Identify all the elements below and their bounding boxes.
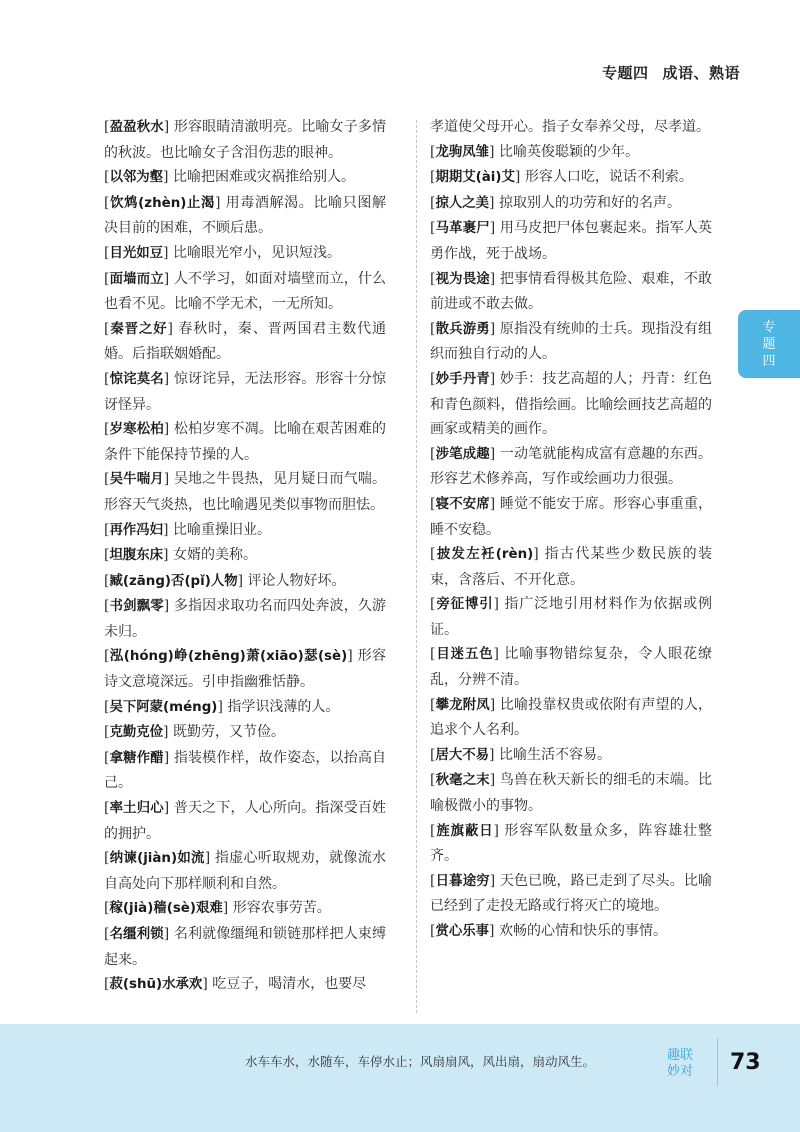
- idiom-entry: [104, 543, 386, 569]
- idiom-term: 拿糖作醋: [109, 750, 164, 766]
- idiom-term: 书剑飘零: [109, 599, 164, 615]
- bracket-open: [: [104, 119, 110, 135]
- column-divider: [416, 120, 417, 1013]
- footer-couplet: 水车车水，水随车，车停水止；风扇扇风，风出扇，扇动风生。: [244, 1054, 595, 1069]
- bracket-close: ]: [237, 572, 248, 589]
- idiom-term: 纳谏(jiàn)如流: [109, 851, 205, 867]
- idiom-term: 赏心乐事: [435, 924, 490, 939]
- bracket-open: [: [104, 169, 110, 186]
- bracket-close: ]: [202, 976, 213, 993]
- idiom-definition: 评论人物好坏。: [247, 572, 346, 589]
- idiom-entry: [430, 592, 712, 642]
- bracket-close: ]: [217, 698, 228, 715]
- bracket-close: ]: [167, 320, 179, 337]
- idiom-entry: [430, 140, 712, 166]
- bracket-close: ]: [163, 724, 173, 741]
- bracket-close: ]: [489, 270, 500, 287]
- bracket-close: ]: [489, 872, 500, 889]
- idiom-definition: 惊讶诧异，无法形容。形容十分惊讶怪异。: [104, 370, 387, 413]
- bracket-open: [: [430, 696, 436, 713]
- idiom-definition: 多指因求取功名而四处奔波，久游未归。: [104, 598, 387, 640]
- footer-label: 趣联妙对: [666, 1048, 693, 1079]
- bracket-open: [: [104, 572, 110, 589]
- bracket-close: ]: [493, 646, 505, 663]
- idiom-definition: 把事情看得极其危险、艰难，不敢前进或不敢去做。: [430, 270, 713, 313]
- idiom-definition: 吴地之牛畏热，见月疑日而气喘。形容天气炎热，也比喻遇见类似事物而胆怯。: [104, 471, 387, 513]
- idiom-entry: [430, 768, 712, 818]
- page-footer: [0, 1024, 800, 1132]
- bracket-open: [: [430, 872, 436, 889]
- idiom-term: 再作冯妇: [109, 522, 164, 538]
- idiom-term: 惊诧莫名: [109, 371, 164, 387]
- idiom-definition: 春秋时，秦、晋两国君主数代通婚。后指联姻婚配。: [104, 320, 387, 363]
- bracket-open: [: [104, 598, 110, 615]
- page-header: [602, 62, 740, 83]
- idiom-term: 散兵游勇: [435, 321, 490, 337]
- bracket-close: ]: [163, 598, 174, 615]
- idiom-term: 攀龙附凤: [435, 697, 490, 713]
- bracket-open: [: [430, 270, 436, 287]
- idiom-entry: [430, 492, 712, 542]
- idiom-definition: 比喻把困难或灾祸推给别人。: [172, 169, 355, 186]
- bracket-open: [: [104, 698, 110, 715]
- bracket-open: [: [104, 194, 110, 211]
- idiom-entry: [104, 846, 386, 896]
- idiom-definition: 指学识浅薄的人。: [227, 698, 340, 715]
- idiom-entry: [430, 367, 712, 442]
- bracket-close: ]: [163, 421, 174, 438]
- bracket-open: [: [104, 244, 110, 261]
- idiom-term: 名缰利锁: [109, 927, 164, 942]
- idiom-definition: 比喻眼光窄小，见识短浅。: [172, 244, 341, 261]
- idiom-entry: [430, 267, 712, 317]
- bracket-open: [: [104, 270, 110, 287]
- bracket-open: [: [104, 421, 110, 438]
- bracket-open: [: [104, 926, 110, 942]
- idiom-entry: [104, 191, 386, 241]
- right-column: [430, 115, 712, 945]
- idiom-term: 臧(zāng)否(pǐ)人物: [109, 573, 238, 589]
- idiom-definition: 比喻事物错综复杂，令人眼花缭乱，分辨不清。: [430, 646, 713, 689]
- idiom-entry: [104, 972, 386, 998]
- section-side-tab: [738, 310, 800, 378]
- idiom-term: 居大不易: [435, 747, 490, 763]
- idiom-term: 马革裹尸: [435, 221, 490, 237]
- bracket-close: ]: [489, 194, 499, 211]
- side-tab-label: 专题四: [762, 319, 776, 369]
- idiom-entry: [430, 819, 712, 869]
- idiom-entry: [104, 594, 386, 644]
- idiom-entry: [430, 869, 712, 919]
- idiom-term: 涉笔成趣: [435, 446, 490, 462]
- idiom-term: 日暮途穷: [435, 873, 490, 889]
- idiom-definition: 既勤劳，又节俭。: [172, 724, 285, 741]
- idiom-term: 披发左衽(rèn): [435, 547, 534, 563]
- bracket-open: [: [104, 724, 110, 741]
- bracket-close: ]: [493, 596, 505, 613]
- idiom-entry: [104, 467, 386, 517]
- idiom-definition: 睡觉不能安于席。形容心事重重，睡不安稳。: [430, 495, 713, 538]
- idiom-definition: 指古代某些少数民族的装束，含落后、不开化意。: [430, 546, 712, 588]
- idiom-definition: 欢畅的心情和快乐的事情。: [498, 923, 667, 939]
- bracket-open: [: [430, 320, 436, 337]
- bracket-open: [: [430, 646, 436, 663]
- bracket-close: ]: [163, 471, 174, 488]
- bracket-close: ]: [163, 521, 173, 538]
- idiom-term: 坦腹东床: [109, 548, 164, 564]
- bracket-close: ]: [489, 923, 499, 939]
- idiom-entry: [430, 216, 712, 266]
- idiom-definition: 用马皮把尸体包裹起来。指军人英勇作战，死于战场。: [430, 220, 713, 262]
- idiom-definition: 原指没有统帅的士兵。现指没有组织而独自行动的人。: [430, 320, 713, 363]
- bracket-close: ]: [489, 370, 500, 387]
- bracket-open: [: [104, 471, 110, 488]
- idiom-entry: [430, 442, 712, 492]
- bracket-open: [: [104, 648, 110, 665]
- bracket-close: ]: [163, 270, 174, 287]
- idiom-term: 秋毫之末: [435, 773, 490, 789]
- bracket-close: ]: [163, 749, 174, 766]
- idiom-definition: 人不学习，如面对墙壁而立，什么也看不见。比喻不学无术，一无所知。: [104, 270, 387, 313]
- idiom-definition: 普天之下，人心所向。指深受百姓的拥护。: [104, 800, 387, 842]
- idiom-term: 目光如豆: [109, 245, 164, 261]
- idiom-term: 旌旗蔽日: [435, 823, 494, 839]
- idiom-definition: 用毒酒解渴。比喻只图解决目前的困难，不顾后患。: [104, 194, 386, 237]
- idiom-term: 菽(shū)水承欢: [109, 977, 203, 993]
- idiom-definition: 松柏岁寒不凋。比喻在艰苦困难的条件下能保持节操的人。: [104, 421, 387, 463]
- bracket-open: [: [430, 169, 436, 186]
- bracket-open: [: [430, 194, 436, 211]
- idiom-term: 克勤克俭: [109, 725, 164, 741]
- bracket-open: [: [104, 900, 110, 917]
- bracket-close: ]: [489, 445, 500, 462]
- idiom-entry: [430, 165, 712, 191]
- bracket-close: ]: [215, 194, 226, 211]
- idiom-entry: [104, 896, 386, 922]
- bracket-open: [: [430, 772, 436, 789]
- bracket-close: ]: [493, 822, 505, 839]
- idiom-term: 视为畏途: [435, 271, 490, 287]
- bracket-close: ]: [489, 746, 499, 763]
- bracket-close: ]: [163, 800, 174, 817]
- idiom-definition: 名利就像缰绳和锁链那样把人束缚起来。: [104, 926, 387, 968]
- idiom-entry: [430, 693, 712, 743]
- idiom-term: 率土归心: [109, 801, 164, 817]
- idiom-entry: [104, 922, 386, 972]
- idiom-entry: [430, 191, 712, 217]
- idiom-definition: 形容眼睛清澈明亮。比喻女子多情的秋波。也比喻女子含泪伤悲的眼神。: [104, 119, 387, 161]
- bracket-open: [: [430, 822, 436, 839]
- idiom-term: 面墙而立: [109, 271, 164, 287]
- idiom-term: 吴牛喘月: [109, 472, 164, 488]
- idiom-entry: [430, 743, 712, 769]
- bracket-close: ]: [489, 495, 500, 512]
- bracket-close: ]: [489, 320, 500, 337]
- idiom-entry: [104, 115, 386, 165]
- bracket-open: [: [104, 800, 110, 817]
- idiom-term: 龙驹凤雏: [435, 144, 490, 160]
- idiom-definition: 比喻投靠权贵或依附有声望的人，追求个人名利。: [430, 696, 713, 739]
- bracket-close: ]: [489, 772, 500, 789]
- idiom-definition: 形容军队数量众多，阵容雄壮整齐。: [430, 822, 713, 865]
- bracket-open: [: [104, 370, 110, 387]
- idiom-definition: 吃豆子，喝清水，也要尽: [212, 976, 367, 993]
- bracket-close: ]: [163, 169, 173, 186]
- bracket-open: [: [104, 521, 110, 538]
- bracket-close: ]: [489, 143, 499, 160]
- idiom-entry: [104, 165, 386, 191]
- idiom-term: 饮鸩(zhèn)止渴: [109, 195, 216, 211]
- bracket-close: ]: [489, 696, 500, 713]
- idiom-definition: 指广泛地引用材料作为依据或例证。: [430, 596, 713, 638]
- bracket-open: [: [104, 749, 110, 766]
- idiom-entry: [104, 241, 386, 267]
- idiom-term: 妙手丹青: [435, 371, 490, 387]
- idiom-entry: [104, 417, 386, 467]
- bracket-close: ]: [514, 169, 525, 186]
- section-label: 专题四: [601, 64, 649, 82]
- idiom-definition: 孝道使父母开心。指子女奉养父母，尽孝道。: [430, 119, 710, 135]
- idiom-entry: [104, 695, 386, 721]
- idiom-entry: [430, 317, 712, 367]
- bracket-open: [: [104, 850, 110, 867]
- idiom-entry: [104, 367, 386, 417]
- page-number: 73: [730, 1050, 761, 1075]
- idiom-definition: 一动笔就能构成富有意趣的东西。形容艺术修养高，写作或绘画功力很强。: [430, 445, 713, 488]
- idiom-entry: [104, 317, 386, 367]
- idiom-term: 以邻为壑: [109, 170, 164, 186]
- bracket-open: [: [430, 370, 436, 387]
- idiom-definition: 比喻重操旧业。: [172, 521, 271, 538]
- idiom-definition: 指装模作样，故作姿态，以抬高自己。: [104, 749, 387, 792]
- idiom-term: 目迷五色: [435, 647, 494, 663]
- idiom-term: 岁寒松柏: [109, 422, 164, 438]
- bracket-close: ]: [163, 926, 174, 942]
- idiom-definition: 指虚心听取规劝，就像流水自高处向下那样顺利和自然。: [104, 850, 386, 892]
- bracket-open: [: [104, 976, 110, 993]
- idiom-term: 寝不安席: [435, 496, 490, 512]
- idiom-definition: 形容诗文意境深远。引申指幽雅恬静。: [104, 648, 386, 691]
- idiom-entry: [104, 518, 386, 544]
- idiom-definition: 女婿的美称。: [172, 547, 257, 564]
- bracket-open: [: [430, 220, 436, 237]
- idiom-term: 吴下阿蒙(méng): [109, 699, 218, 715]
- bracket-close: ]: [222, 900, 233, 917]
- idiom-definition: 天色已晚，路已走到了尽头。比喻已经到了走投无路或行将灭亡的境地。: [430, 872, 713, 915]
- idiom-entry: [104, 796, 386, 846]
- idiom-term: 稼(jià)穑(sè)艰难: [109, 901, 223, 917]
- idiom-term: 盈盈秋水: [109, 120, 164, 135]
- idiom-definition: 鸟兽在秋天新长的细毛的末端。比喻极微小的事物。: [430, 772, 713, 815]
- idiom-entry: [430, 642, 712, 692]
- idiom-entry: [104, 644, 386, 694]
- bracket-open: [: [104, 547, 110, 564]
- bracket-close: ]: [533, 546, 545, 563]
- idiom-definition: 形容农事劳苦。: [232, 900, 331, 917]
- bracket-open: [: [430, 143, 436, 160]
- bracket-close: ]: [204, 850, 215, 867]
- idiom-term: 掠人之美: [435, 195, 490, 211]
- idiom-entry: [430, 919, 712, 945]
- idiom-entry: [104, 267, 386, 317]
- bracket-close: ]: [163, 244, 173, 261]
- footer-separator: [717, 1038, 718, 1086]
- idiom-entry: [104, 720, 386, 746]
- idiom-entry: [430, 115, 712, 140]
- idiom-definition: 比喻英俊聪颖的少年。: [498, 143, 639, 160]
- bracket-open: [: [430, 746, 436, 763]
- bracket-open: [: [430, 546, 436, 563]
- idiom-entry: [104, 746, 386, 796]
- bracket-open: [: [430, 495, 436, 512]
- left-column: [104, 115, 386, 998]
- bracket-open: [: [430, 445, 436, 462]
- idiom-definition: 形容人口吃，说话不利索。: [524, 169, 693, 186]
- idiom-definition: 妙手：技艺高超的人；丹青：红色和青色颜料，借指绘画。比喻绘画技艺高超的画家或精美的画作。: [430, 370, 713, 438]
- bracket-open: [: [104, 320, 110, 337]
- idiom-entry: [430, 542, 712, 592]
- idiom-term: 泓(hóng)峥(zhēng)萧(xiāo)瑟(sè): [109, 649, 348, 665]
- idiom-definition: 比喻生活不容易。: [498, 746, 611, 763]
- bracket-close: ]: [163, 547, 173, 564]
- bracket-open: [: [430, 596, 436, 613]
- bracket-close: ]: [163, 119, 174, 135]
- idiom-definition: 掠取别人的功劳和好的名声。: [498, 194, 681, 211]
- bracket-close: ]: [489, 220, 500, 237]
- bracket-close: ]: [163, 370, 174, 387]
- idiom-entry: [104, 569, 386, 595]
- section-title: 成语、熟语: [662, 64, 740, 82]
- idiom-term: 秦晋之好: [109, 321, 168, 337]
- idiom-term: 旁征博引: [435, 597, 494, 613]
- bracket-open: [: [430, 923, 436, 939]
- idiom-term: 期期艾(ài)艾: [435, 170, 515, 186]
- bracket-close: ]: [347, 648, 358, 665]
